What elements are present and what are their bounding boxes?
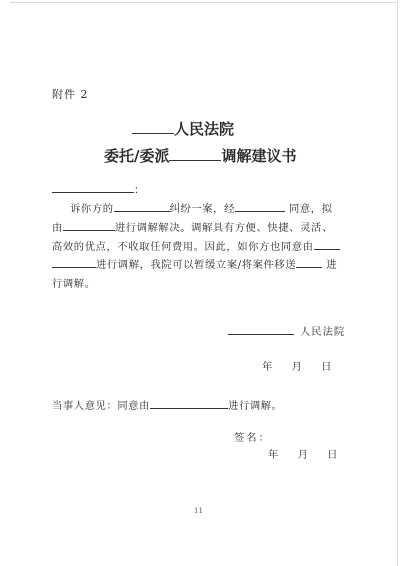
court-date <box>262 358 331 373</box>
signature-label: 签名： <box>234 432 271 444</box>
party-opinion-suffix: 进行调解。 <box>228 400 283 412</box>
body-text: 由 <box>52 222 63 234</box>
body-text: 同意，拟 <box>288 203 333 215</box>
body-text: 进行调解解决。调解具有方便、快捷、灵活、 <box>114 222 333 234</box>
date-year: 年 <box>268 449 279 461</box>
body-text: 高效的优点，不收取任何费用。因此，如你方也同意由 <box>52 241 314 253</box>
title-court-suffix: 人民法院 <box>174 120 235 138</box>
body-text: 诉你方的 <box>70 203 114 215</box>
addressee-colon: ： <box>134 184 145 196</box>
body-text: 纠纷一案，经 <box>169 203 235 215</box>
body-line-5 <box>52 275 96 290</box>
party-opinion-label: 当事人意见：同意由 <box>52 400 151 412</box>
body-text: 行调解。 <box>52 278 96 290</box>
mediator-blank-2 <box>314 239 340 250</box>
date-day: 日 <box>321 361 332 373</box>
court-name-blank <box>132 119 174 134</box>
title-court-line <box>132 118 234 139</box>
page-number: 11 <box>194 507 203 515</box>
body-line-3 <box>52 238 340 253</box>
court-signature-blank <box>228 324 294 335</box>
annex-label: 附件 2 <box>52 88 89 101</box>
title-prefix: 委托/委派 <box>104 147 170 165</box>
party-blank <box>114 201 170 212</box>
date-day: 日 <box>327 449 338 461</box>
date-year: 年 <box>262 361 273 373</box>
addressee-line <box>52 182 145 197</box>
party-opinion-line <box>52 397 283 412</box>
mediator-blank-2-cont <box>52 257 96 268</box>
party-mediator-blank <box>150 398 228 409</box>
court-signature-line <box>228 323 345 338</box>
mediator-blank <box>63 220 115 231</box>
title-document-line <box>104 145 297 166</box>
body-line-2 <box>52 219 333 234</box>
title-suffix: 调解建议书 <box>221 147 297 165</box>
court-signature-label: 人民法院 <box>300 326 346 338</box>
addressee-blank <box>52 182 134 193</box>
body-text: 进行调解，我院可以暂缓立案/将案件移送 <box>96 259 297 271</box>
body-line-4 <box>52 256 337 271</box>
consent-party-blank <box>235 201 285 212</box>
page-edge-right <box>397 0 398 566</box>
transfer-blank <box>296 257 322 268</box>
body-line-1 <box>70 200 333 215</box>
date-month: 月 <box>297 449 308 461</box>
page-edge-top <box>10 2 396 3</box>
body-text: 进 <box>326 259 338 271</box>
party-date <box>268 446 337 461</box>
date-month: 月 <box>291 361 302 373</box>
mediation-type-blank <box>169 146 221 161</box>
